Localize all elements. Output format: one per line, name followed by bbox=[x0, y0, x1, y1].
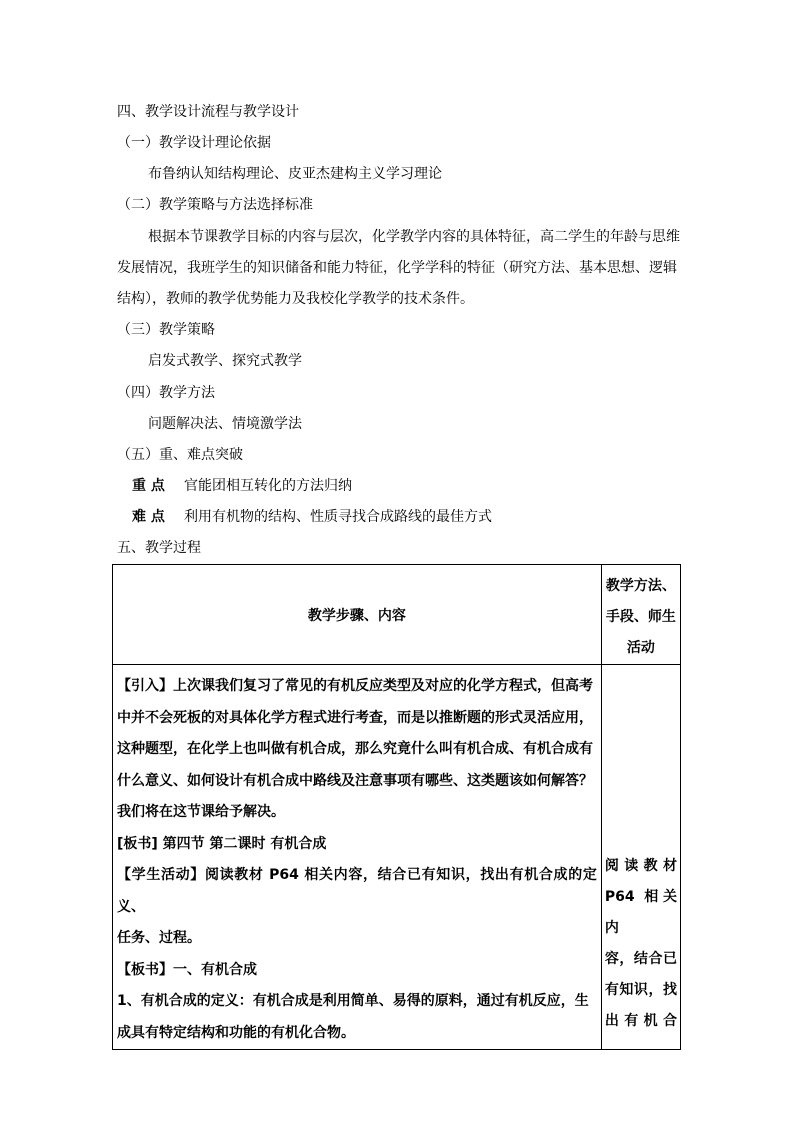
header-method-line-1: 教学方法、 bbox=[605, 578, 676, 594]
difficult-point-text: 利用有机物的结构、性质寻找合成路线的最佳方式 bbox=[184, 509, 492, 525]
section-4-4-title: （四）教学方法 bbox=[117, 385, 215, 401]
teaching-process-table bbox=[112, 564, 681, 1050]
content-line-5: 我们将在这节课给予解决。 bbox=[117, 804, 285, 820]
section-4-4-text: 问题解决法、情境激学法 bbox=[148, 416, 302, 432]
method-line-1: 阅读教材 bbox=[604, 858, 677, 874]
content-line-9: 【板书】一、有机合成 bbox=[117, 961, 257, 978]
method-cell bbox=[601, 665, 680, 1050]
content-line-1: 【引入】上次课我们复习了常见的有机反应类型及对应的化学方程式，但高考 bbox=[117, 678, 593, 694]
section-4-1-title: （一）教学设计理论依据 bbox=[117, 135, 271, 151]
content-line-4: 什么意义、如何设计有机合成中路线及注意事项有哪些、这类题该如何解答？ bbox=[117, 772, 593, 789]
key-point-text: 官能团相互转化的方法归纳 bbox=[184, 478, 352, 494]
content-line-2: 中并不会死板的对具体化学方程式进行考查，而是以推断题的形式灵活应用， bbox=[117, 709, 593, 726]
method-line-4: 有知识，找 bbox=[604, 982, 677, 998]
section-5-title: 五、教学过程 bbox=[117, 540, 201, 556]
content-line-10: 1、有机合成的定义：有机合成是利用简单、易得的原料，通过有机反应，生 bbox=[117, 993, 589, 1009]
header-method-line-2: 手段、师生 bbox=[605, 609, 676, 625]
section-4-2-text-line-2: 发展情况，我班学生的知识储备和能力特征，化学学科的特征（研究方法、基本思想、逻辑 bbox=[117, 260, 677, 276]
content-line-8: 任务、过程。 bbox=[117, 930, 201, 946]
difficult-point-label: 难 点 bbox=[132, 509, 165, 525]
content-line-7: 【学生活动】阅读教材 P64 相关内容，结合已有知识，找出有机合成的定义、 bbox=[117, 867, 597, 915]
header-steps: 教学步骤、内容 bbox=[307, 607, 406, 624]
method-line-3: 容，结合已 bbox=[604, 951, 677, 967]
section-4-title: 四、教学设计流程与教学设计 bbox=[117, 104, 299, 120]
difficult-point-row bbox=[132, 507, 492, 527]
section-4-3-text: 启发式教学、探究式教学 bbox=[148, 353, 302, 369]
content-cell bbox=[113, 665, 602, 1050]
section-4-1-text: 布鲁纳认知结构理论、皮亚杰建构主义学习理论 bbox=[148, 166, 442, 182]
key-point-row bbox=[132, 476, 352, 496]
table-content-row bbox=[113, 665, 681, 1050]
section-4-3-title: （三）教学策略 bbox=[117, 322, 215, 338]
header-steps-cell bbox=[113, 565, 602, 665]
method-line-2: P64 相关内 bbox=[604, 889, 677, 936]
header-method-line-3: 活动 bbox=[626, 640, 655, 656]
table-header-row bbox=[113, 565, 681, 665]
header-method-cell bbox=[601, 565, 680, 665]
method-line-5: 出有机合 bbox=[604, 1013, 677, 1029]
section-4-2-text-line-3: 结构），教师的教学优势能力及我校化学教学的技术条件。 bbox=[117, 291, 474, 307]
section-4-2-title: （二）教学策略与方法选择标准 bbox=[117, 197, 313, 213]
content-paragraph bbox=[117, 671, 597, 1049]
key-point-label: 重 点 bbox=[132, 478, 165, 494]
content-line-6: [板书] 第四节 第二课时 有机合成 bbox=[117, 835, 327, 852]
section-4-5-title: （五）重、难点突破 bbox=[117, 447, 243, 463]
section-4-2-text-line-1: 根据本节课教学目标的内容与层次，化学教学内容的具体特征，高二学生的年龄与思维 bbox=[148, 229, 680, 245]
content-line-11: 成具有特定结构和功能的有机化合物。 bbox=[117, 1024, 355, 1041]
content-line-3: 这种题型，在化学上也叫做有机合成，那么究竟什么叫有机合成、有机合成有 bbox=[117, 741, 593, 757]
